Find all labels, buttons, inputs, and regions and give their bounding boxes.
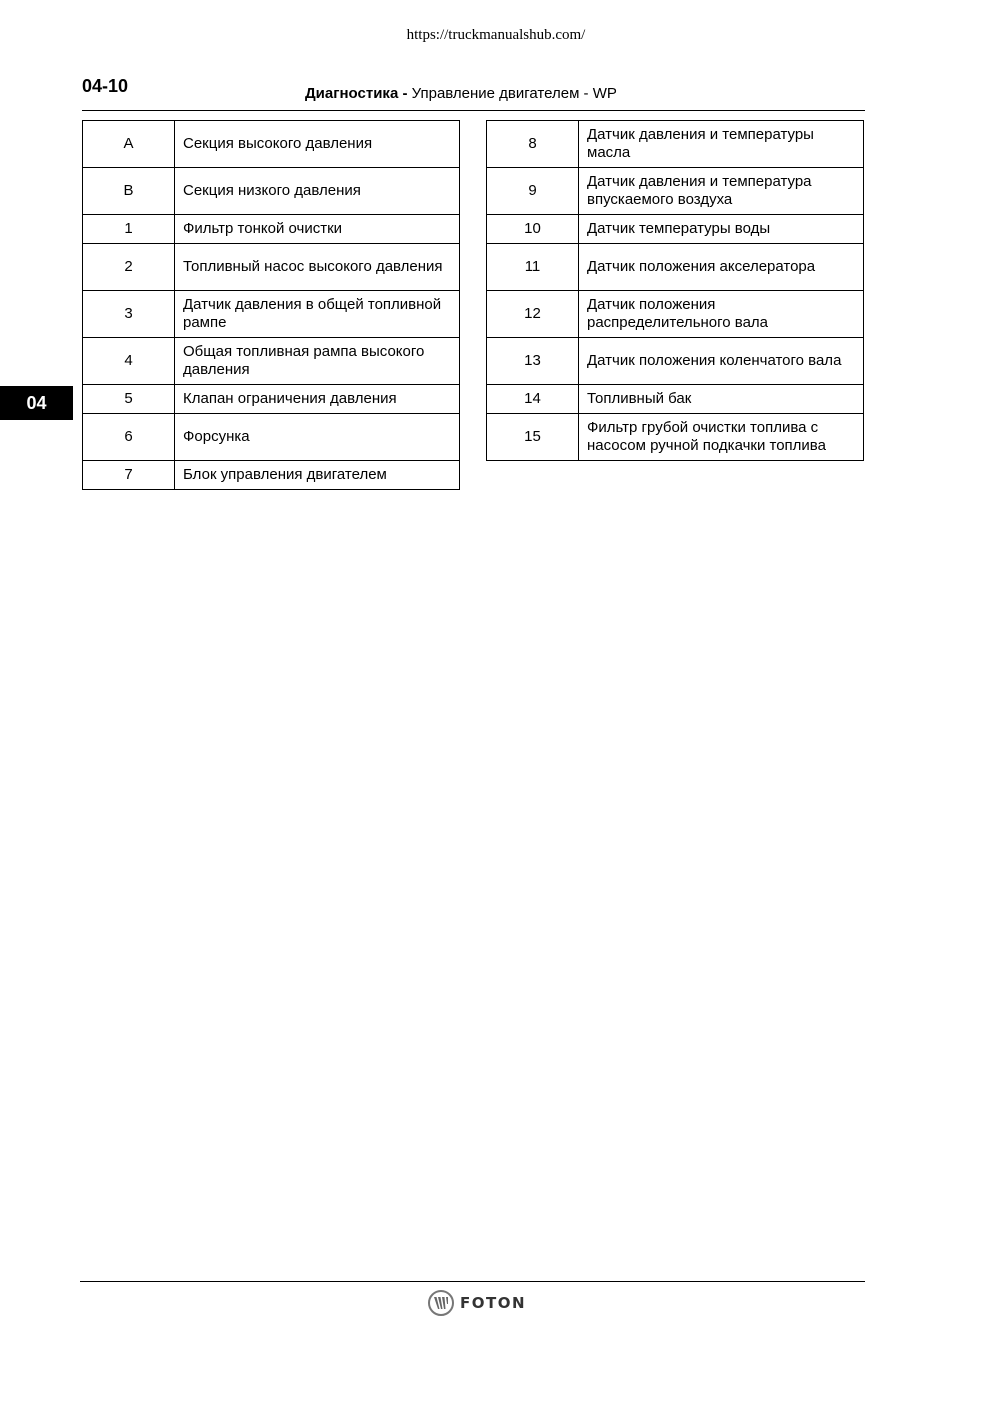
- legend-key: 7: [83, 461, 175, 490]
- legend-key: 14: [487, 385, 579, 414]
- foton-logo: [428, 1290, 526, 1316]
- table-row: [487, 385, 864, 414]
- legend-key: 8: [487, 121, 579, 168]
- legend-table-right: [486, 120, 864, 461]
- page-number: 04-10: [82, 76, 129, 96]
- legend-key: B: [83, 168, 175, 215]
- table-row: [487, 215, 864, 244]
- table-row: [83, 291, 460, 338]
- legend-key: 5: [83, 385, 175, 414]
- legend-description: Форсунка: [175, 414, 460, 461]
- table-row: [83, 244, 460, 291]
- page-title-subsection: Управление двигателем - WP: [407, 85, 617, 102]
- legend-description: Секция низкого давления: [175, 168, 460, 215]
- table-row: [83, 338, 460, 385]
- table-row: [487, 121, 864, 168]
- table-row: [487, 168, 864, 215]
- legend-description: Датчик положения акселератора: [579, 244, 864, 291]
- legend-description: Блок управления двигателем: [175, 461, 460, 490]
- legend-key: 6: [83, 414, 175, 461]
- legend-description: Фильтр тонкой очистки: [175, 215, 460, 244]
- legend-description: Топливный бак: [579, 385, 864, 414]
- table-row: [83, 121, 460, 168]
- legend-description: Датчик положения распределительного вала: [579, 291, 864, 338]
- legend-description: Топливный насос высокого давления: [175, 244, 460, 291]
- legend-key: 9: [487, 168, 579, 215]
- table-row: [83, 168, 460, 215]
- legend-key: 12: [487, 291, 579, 338]
- legend-key: 13: [487, 338, 579, 385]
- legend-key: 3: [83, 291, 175, 338]
- page-title-section: Диагностика -: [305, 85, 408, 102]
- table-row: [83, 461, 460, 490]
- legend-key: 2: [83, 244, 175, 291]
- foton-emblem-icon: [433, 1296, 449, 1310]
- legend-key: A: [83, 121, 175, 168]
- legend-description: Датчик давления и температуры масла: [579, 121, 864, 168]
- chapter-tab: 04: [0, 386, 73, 420]
- legend-description: Датчик давления и температура впускаемого воздуха: [579, 168, 864, 215]
- header-divider: [82, 110, 865, 111]
- footer-divider: [80, 1281, 865, 1282]
- legend-table-left: [82, 120, 460, 490]
- source-url: https://truckmanualshub.com/: [406, 27, 586, 43]
- table-row: [83, 385, 460, 414]
- table-row: [487, 338, 864, 385]
- legend-key: 1: [83, 215, 175, 244]
- table-row: [487, 244, 864, 291]
- legend-description: Общая топливная рампа высокого давления: [175, 338, 460, 385]
- table-row: [83, 414, 460, 461]
- legend-key: 10: [487, 215, 579, 244]
- legend-key: 15: [487, 414, 579, 461]
- legend-key: 11: [487, 244, 579, 291]
- table-row: [487, 291, 864, 338]
- legend-description: Датчик давления в общей топливной рампе: [175, 291, 460, 338]
- table-row: [487, 414, 864, 461]
- legend-description: Датчик температуры воды: [579, 215, 864, 244]
- legend-description: Фильтр грубой очистки топлива с насосом ручной подкачки топлива: [579, 414, 864, 461]
- page-title: [305, 85, 617, 102]
- foton-logo-icon: [428, 1290, 454, 1316]
- legend-description: Секция высокого давления: [175, 121, 460, 168]
- logo-wordmark: FOTON: [460, 1294, 527, 1312]
- legend-description: Клапан ограничения давления: [175, 385, 460, 414]
- legend-description: Датчик положения коленчатого вала: [579, 338, 864, 385]
- table-row: [83, 215, 460, 244]
- legend-key: 4: [83, 338, 175, 385]
